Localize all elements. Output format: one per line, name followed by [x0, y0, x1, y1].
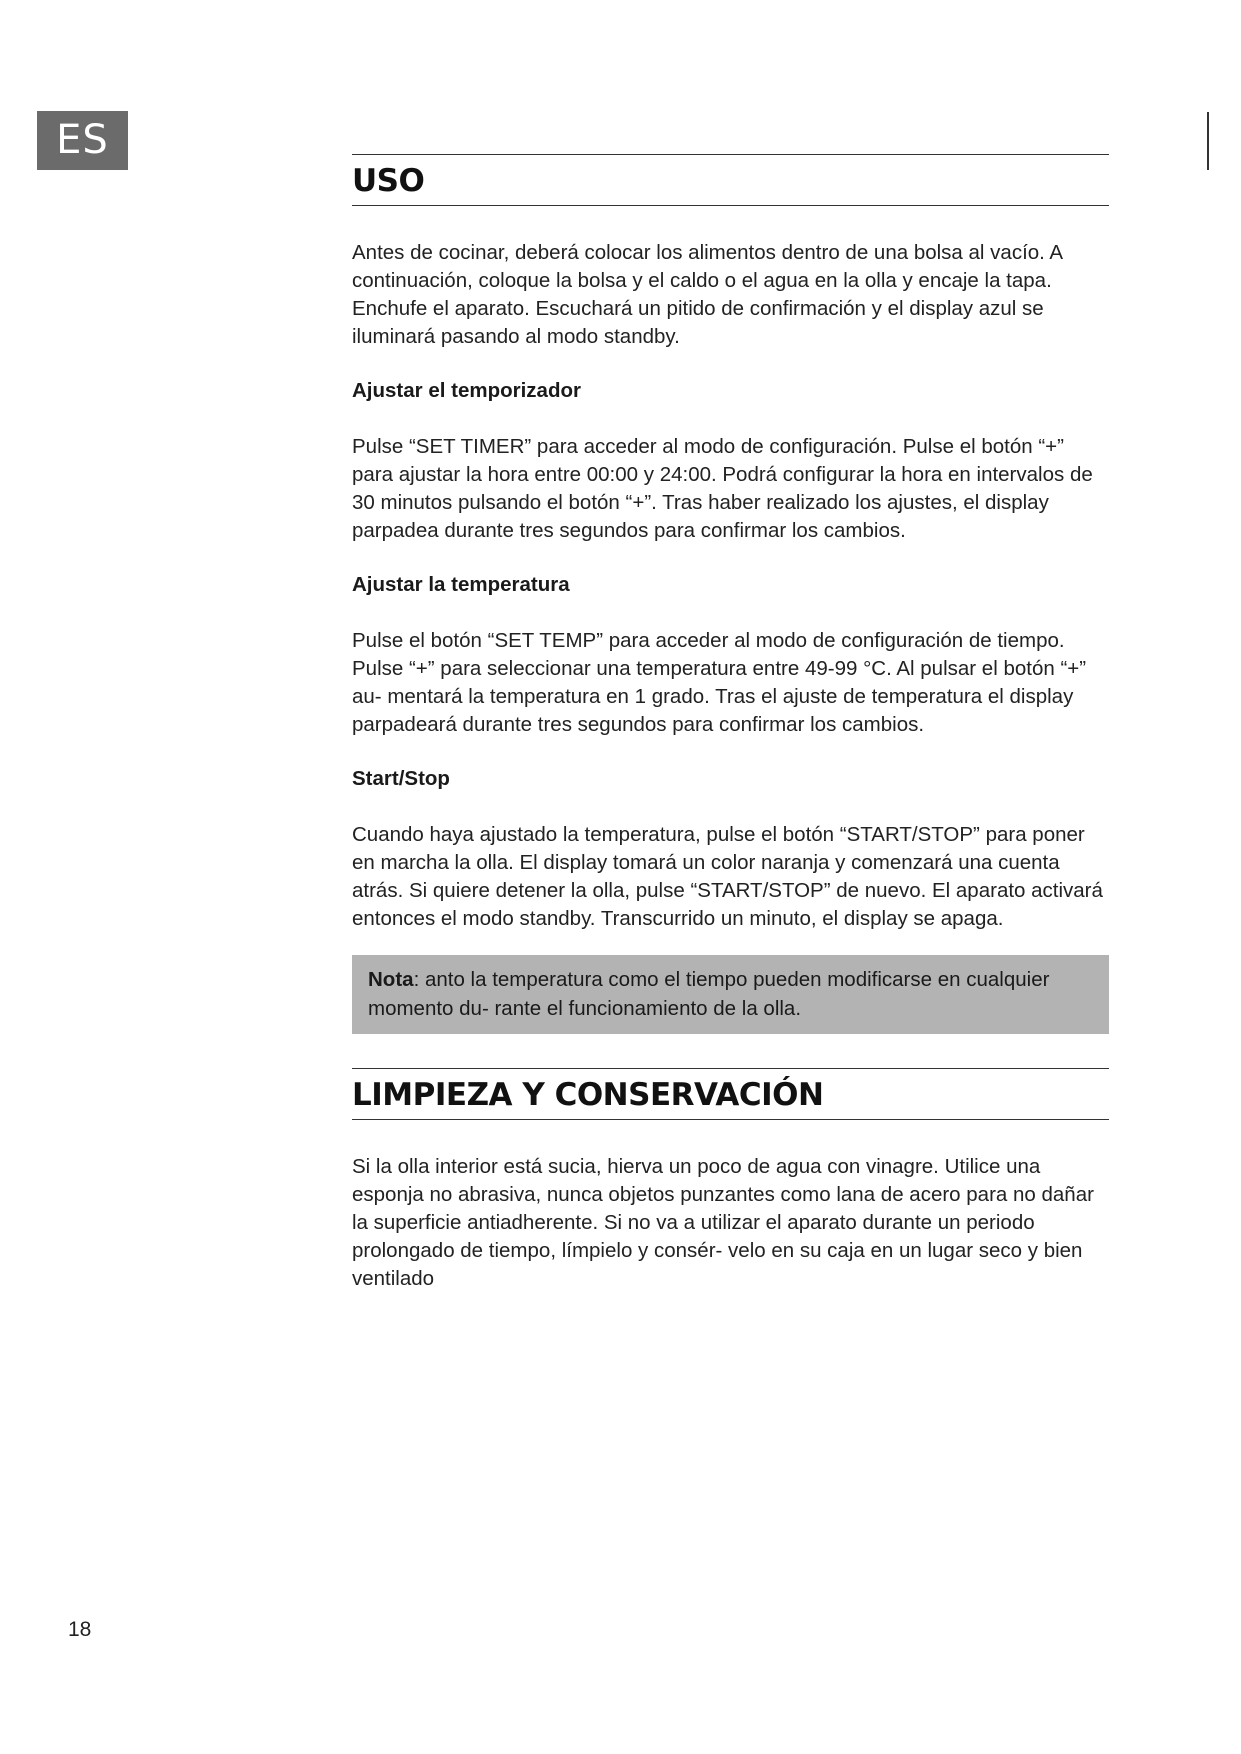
uso-intro-paragraph: Antes de cocinar, deberá colocar los alimentos dentro de una bolsa al vacío. A continuación, coloque la bolsa y el caldo o el agua en la olla y encaje la tapa. Enchufe el aparato. Escuchará un pitido de confirmación y el display azul se iluminará pasando al modo standby. [352, 241, 1062, 348]
temperature-paragraph: Pulse el botón “SET TEMP” para acceder al modo de configuración de tiempo. Pulse “+” para seleccionar una temperatura entre 49-99 °C. Al pulsar el botón “+” au- mentará la temperatura en 1 grado. Tras el ajuste de temperatura el display parpadeará durante tres segundos para confirmar los cambios. [352, 629, 1087, 736]
limpieza-paragraph: Si la olla interior está sucia, hierva un poco de agua con vinagre. Utilice una esponja no abrasiva, nunca objetos punzantes como lana de acero para no dañar la superficie antiadherente. Si no va a utilizar el aparato durante un periodo prolongado de tiempo, límpielo y consér- velo en su caja en un lugar seco y bien ventilado [352, 1155, 1094, 1290]
language-tab: ES [37, 111, 128, 170]
subheading-timer: Ajustar el temporizador [352, 379, 581, 402]
page-edge-mark [1207, 112, 1209, 170]
subheading-temperature: Ajustar la temperatura [352, 573, 570, 596]
note-box [352, 955, 1109, 1034]
subheading-start-stop: Start/Stop [352, 767, 450, 790]
timer-paragraph: Pulse “SET TIMER” para acceder al modo de configuración. Pulse el botón “+” para ajustar la hora entre 00:00 y 24:00. Podrá configurar la hora en intervalos de 30 minutos pulsando el botón “+”. Tras haber realizado los ajustes, el display parpadea durante tres segundos para confirmar los cambios. [352, 435, 1093, 542]
page-content [352, 154, 1109, 1293]
page-number: 18 [68, 1618, 92, 1641]
start-stop-paragraph: Cuando haya ajustado la temperatura, pulse el botón “START/STOP” para poner en marcha la olla. El display tomará un color naranja y comenzará una cuenta atrás. Si quiere detener la olla, pulse “START/STOP” de nuevo. El aparato activará entonces el modo standby. Transcurrido un minuto, el display se apaga. [352, 823, 1103, 930]
section-title-uso: USO [352, 154, 1109, 206]
note-text: : anto la temperatura como el tiempo pueden modificarse en cualquier momento du- rante el funcionamiento de la olla. [368, 968, 1050, 1020]
note-label: Nota [368, 968, 414, 991]
section-title-limpieza: LIMPIEZA Y CONSERVACIÓN [352, 1068, 1109, 1120]
